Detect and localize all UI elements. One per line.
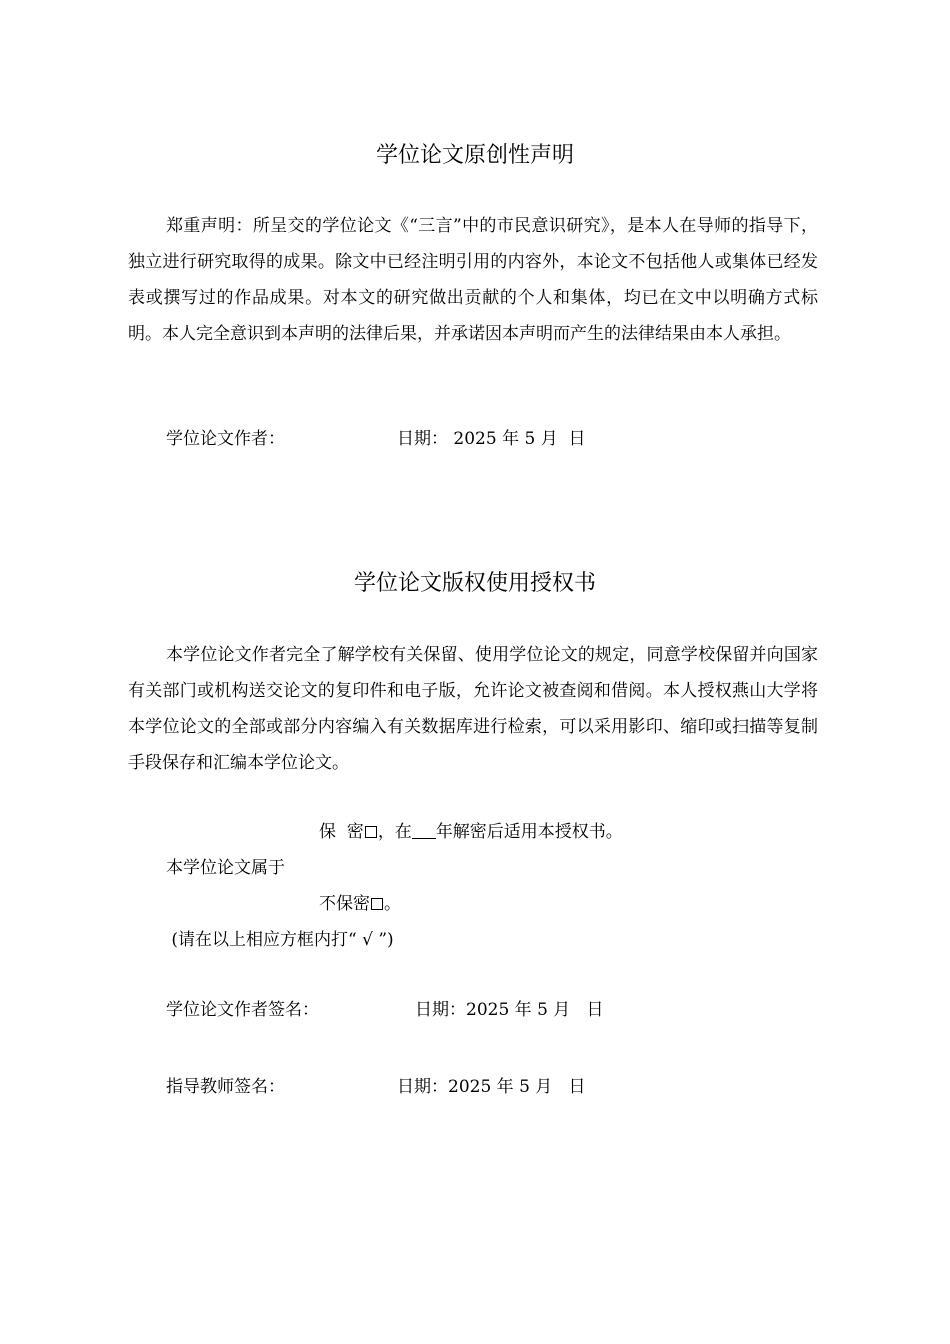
secret-option-line — [319, 820, 623, 844]
author-sign-date-label: 日期：2025 年 5 月 日 — [415, 1000, 604, 1020]
secret-option-prefix: 保 密 — [319, 822, 364, 842]
belongs-label: 本学位论文属于 — [166, 858, 285, 878]
advisor-sign-label: 指导教师签名： — [166, 1077, 285, 1097]
checkbox-instruction: (请在以上相应方框内打“ √ ”) — [166, 930, 394, 950]
originality-author-label: 学位论文作者： — [166, 429, 285, 449]
not-secret-checkbox[interactable] — [371, 898, 383, 910]
advisor-sign-date-label: 日期：2025 年 5 月 日 — [397, 1077, 586, 1097]
authorization-title: 学位论文版权使用授权书 — [353, 571, 596, 596]
not-secret-option-line — [319, 892, 401, 916]
not-secret-option-prefix: 不保密 — [319, 894, 370, 914]
secret-option-suffix: 年解密后适用本授权书。 — [435, 822, 623, 842]
secret-years-blank[interactable] — [412, 822, 436, 839]
originality-title: 学位论文原创性声明 — [375, 143, 574, 168]
authorization-body: 本学位论文作者完全了解学校有关保留、使用学位论文的规定，同意学校保留并向国家有关部门或机构送交论文的复印件和电子版，允许论文被查阅和借阅。本人授权燕山大学将本学位论文的全部或部分内容编入有关数据库进行检索，可以采用影印、缩印或扫描等复制手段保存和汇编本学位论文。 — [128, 645, 818, 773]
secret-option-middle: ，在 — [377, 822, 412, 842]
not-secret-option-suffix: 。 — [384, 894, 401, 914]
originality-date-label: 日期： 2025 年 5 月 日 — [397, 429, 586, 449]
author-sign-label: 学位论文作者签名： — [166, 1000, 319, 1020]
secret-checkbox[interactable] — [365, 826, 377, 838]
originality-body: 郑重声明：所呈交的学位论文《“三言”中的市民意识研究》，是本人在导师的指导下，独立进行研究取得的成果。除文中已经注明引用的内容外，本论文不包括他人或集体已经发表或撰写过的作品成果。对本文的研究做出贡献的个人和集体，均已在文中以明确方式标明。本人完全意识到本声明的法律后果，并承诺因本声明而产生的法律结果由本人承担。 — [128, 216, 818, 344]
